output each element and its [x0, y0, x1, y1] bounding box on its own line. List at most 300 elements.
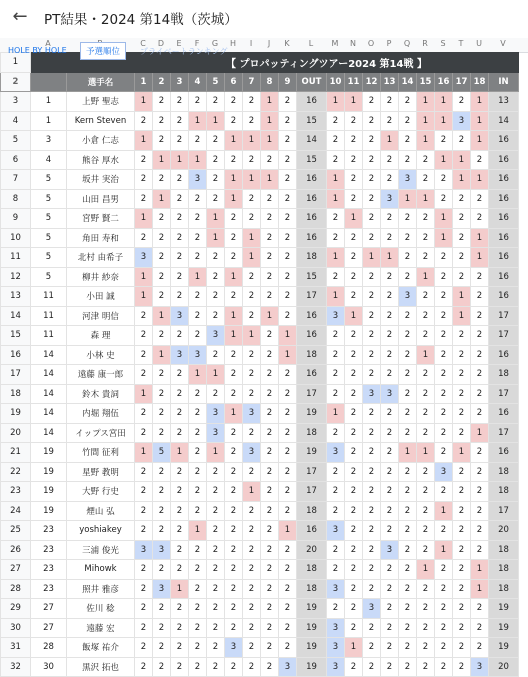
hole-score-cell[interactable]: 2 [225, 599, 243, 619]
out-total-cell[interactable]: 16 [297, 170, 327, 190]
hole-score-cell[interactable]: 2 [279, 638, 297, 658]
player-name-cell[interactable]: 大野 行史 [67, 482, 135, 502]
hole-score-cell[interactable]: 2 [207, 189, 225, 209]
hole-score-cell[interactable]: 2 [327, 345, 345, 365]
hole-score-cell[interactable]: 2 [327, 131, 345, 151]
hole-score-cell[interactable]: 1 [171, 150, 189, 170]
hole-score-cell[interactable]: 2 [261, 599, 279, 619]
hole-score-cell[interactable]: 1 [261, 306, 279, 326]
hole-score-cell[interactable]: 2 [189, 599, 207, 619]
hole-score-cell[interactable]: 2 [381, 443, 399, 463]
player-name-cell[interactable]: 森 理 [67, 326, 135, 346]
hole-score-cell[interactable]: 2 [189, 92, 207, 112]
hole-score-cell[interactable]: 2 [171, 540, 189, 560]
column-letter[interactable]: N [350, 39, 356, 48]
column-header[interactable]: IN [489, 72, 519, 92]
hole-score-cell[interactable]: 2 [171, 189, 189, 209]
hole-score-cell[interactable]: 2 [189, 579, 207, 599]
hole-score-cell[interactable]: 2 [279, 189, 297, 209]
hole-score-cell[interactable]: 2 [417, 618, 435, 638]
hole-score-cell[interactable]: 3 [171, 345, 189, 365]
hole-score-cell[interactable]: 2 [171, 131, 189, 151]
hole-score-cell[interactable]: 3 [135, 540, 153, 560]
column-header[interactable]: 5 [207, 72, 225, 92]
hole-score-cell[interactable]: 2 [381, 599, 399, 619]
hole-score-cell[interactable]: 2 [381, 482, 399, 502]
rank-cell[interactable]: 14 [31, 384, 67, 404]
hole-score-cell[interactable]: 2 [435, 345, 453, 365]
hole-score-cell[interactable]: 2 [279, 384, 297, 404]
hole-score-cell[interactable]: 2 [471, 267, 489, 287]
hole-score-cell[interactable]: 2 [345, 170, 363, 190]
column-letter[interactable]: O [367, 39, 375, 48]
hole-score-cell[interactable]: 1 [435, 501, 453, 521]
hole-score-cell[interactable]: 3 [207, 423, 225, 443]
hole-score-cell[interactable]: 2 [453, 326, 471, 346]
hole-score-cell[interactable]: 1 [189, 521, 207, 541]
hole-score-cell[interactable]: 2 [363, 287, 381, 307]
hole-score-cell[interactable]: 1 [363, 248, 381, 268]
out-total-cell[interactable]: 20 [297, 540, 327, 560]
hole-score-cell[interactable]: 2 [261, 618, 279, 638]
hole-score-cell[interactable]: 2 [399, 131, 417, 151]
tab-hole-by-hole[interactable]: HOLE BY HOLE [8, 46, 67, 55]
rank-cell[interactable]: 5 [31, 189, 67, 209]
hole-score-cell[interactable]: 2 [225, 501, 243, 521]
hole-score-cell[interactable]: 1 [225, 189, 243, 209]
hole-score-cell[interactable]: 2 [261, 228, 279, 248]
player-name-cell[interactable]: 佐川 稔 [67, 599, 135, 619]
hole-score-cell[interactable]: 2 [435, 306, 453, 326]
hole-score-cell[interactable]: 2 [135, 170, 153, 190]
hole-score-cell[interactable]: 2 [153, 170, 171, 190]
hole-score-cell[interactable]: 2 [327, 209, 345, 229]
hole-score-cell[interactable]: 2 [399, 599, 417, 619]
hole-score-cell[interactable]: 2 [435, 618, 453, 638]
rank-cell[interactable]: 19 [31, 501, 67, 521]
column-header[interactable]: 選手名 [67, 72, 135, 92]
hole-score-cell[interactable]: 2 [381, 345, 399, 365]
hole-score-cell[interactable]: 2 [345, 365, 363, 385]
hole-score-cell[interactable]: 1 [381, 248, 399, 268]
hole-score-cell[interactable]: 2 [363, 540, 381, 560]
hole-score-cell[interactable]: 1 [417, 131, 435, 151]
out-total-cell[interactable]: 19 [297, 599, 327, 619]
hole-score-cell[interactable]: 2 [363, 443, 381, 463]
hole-score-cell[interactable]: 1 [453, 306, 471, 326]
rank-cell[interactable]: 19 [31, 443, 67, 463]
hole-score-cell[interactable]: 1 [261, 111, 279, 131]
hole-score-cell[interactable]: 1 [243, 326, 261, 346]
column-letter[interactable]: J [267, 39, 271, 48]
hole-score-cell[interactable]: 2 [471, 150, 489, 170]
hole-score-cell[interactable]: 2 [453, 248, 471, 268]
hole-score-cell[interactable]: 2 [243, 638, 261, 658]
hole-score-cell[interactable]: 2 [261, 209, 279, 229]
hole-score-cell[interactable]: 2 [243, 345, 261, 365]
hole-score-cell[interactable]: 1 [327, 189, 345, 209]
hole-score-cell[interactable]: 2 [279, 423, 297, 443]
hole-score-cell[interactable]: 3 [207, 404, 225, 424]
hole-score-cell[interactable]: 2 [171, 599, 189, 619]
hole-score-cell[interactable]: 2 [471, 326, 489, 346]
hole-score-cell[interactable]: 2 [327, 501, 345, 521]
hole-score-cell[interactable]: 1 [453, 170, 471, 190]
column-header[interactable]: 7 [243, 72, 261, 92]
player-name-cell[interactable]: 飯塚 祐介 [67, 638, 135, 658]
hole-score-cell[interactable]: 2 [381, 228, 399, 248]
player-name-cell[interactable]: 小倉 仁志 [67, 131, 135, 151]
hole-score-cell[interactable]: 1 [471, 248, 489, 268]
rank-cell[interactable]: 4 [31, 150, 67, 170]
hole-score-cell[interactable]: 2 [207, 170, 225, 190]
hole-score-cell[interactable]: 2 [381, 618, 399, 638]
hole-score-cell[interactable]: 2 [171, 560, 189, 580]
hole-score-cell[interactable]: 2 [345, 657, 363, 677]
rank-cell[interactable]: 19 [31, 482, 67, 502]
player-name-cell[interactable]: 北村 由希子 [67, 248, 135, 268]
hole-score-cell[interactable]: 1 [243, 131, 261, 151]
hole-score-cell[interactable]: 2 [345, 345, 363, 365]
player-name-cell[interactable]: 宮野 賢二 [67, 209, 135, 229]
column-letter[interactable]: U [476, 39, 482, 48]
hole-score-cell[interactable]: 2 [207, 150, 225, 170]
hole-score-cell[interactable]: 1 [435, 111, 453, 131]
hole-score-cell[interactable]: 2 [435, 189, 453, 209]
hole-score-cell[interactable]: 2 [261, 384, 279, 404]
hole-score-cell[interactable]: 1 [153, 150, 171, 170]
hole-score-cell[interactable]: 2 [327, 482, 345, 502]
player-name-cell[interactable]: 角田 寿和 [67, 228, 135, 248]
hole-score-cell[interactable]: 2 [261, 482, 279, 502]
hole-score-cell[interactable]: 2 [153, 209, 171, 229]
hole-score-cell[interactable]: 2 [279, 287, 297, 307]
out-total-cell[interactable]: 16 [297, 365, 327, 385]
hole-score-cell[interactable]: 1 [189, 150, 207, 170]
hole-score-cell[interactable]: 1 [171, 579, 189, 599]
hole-score-cell[interactable]: 2 [171, 248, 189, 268]
player-name-cell[interactable]: 上野 聖志 [67, 92, 135, 112]
hole-score-cell[interactable]: 2 [327, 599, 345, 619]
hole-score-cell[interactable]: 2 [435, 423, 453, 443]
hole-score-cell[interactable]: 1 [225, 267, 243, 287]
column-letter[interactable]: D [157, 39, 165, 48]
hole-score-cell[interactable]: 2 [279, 579, 297, 599]
hole-score-cell[interactable]: 1 [225, 404, 243, 424]
hole-score-cell[interactable]: 2 [399, 228, 417, 248]
hole-score-cell[interactable]: 2 [435, 287, 453, 307]
hole-score-cell[interactable]: 2 [225, 365, 243, 385]
hole-score-cell[interactable]: 2 [153, 423, 171, 443]
hole-score-cell[interactable]: 1 [345, 92, 363, 112]
hole-score-cell[interactable]: 3 [327, 521, 345, 541]
out-total-cell[interactable]: 19 [297, 443, 327, 463]
out-total-cell[interactable]: 16 [297, 209, 327, 229]
hole-score-cell[interactable]: 2 [417, 638, 435, 658]
hole-score-cell[interactable]: 2 [327, 423, 345, 443]
hole-score-cell[interactable]: 2 [243, 365, 261, 385]
column-letter[interactable]: S [440, 39, 446, 48]
hole-score-cell[interactable]: 2 [381, 267, 399, 287]
hole-score-cell[interactable]: 2 [363, 462, 381, 482]
hole-score-cell[interactable]: 2 [381, 170, 399, 190]
rank-cell[interactable]: 14 [31, 345, 67, 365]
hole-score-cell[interactable]: 2 [381, 462, 399, 482]
hole-score-cell[interactable]: 2 [345, 287, 363, 307]
hole-score-cell[interactable]: 2 [381, 287, 399, 307]
hole-score-cell[interactable]: 2 [189, 423, 207, 443]
hole-score-cell[interactable]: 3 [171, 306, 189, 326]
hole-score-cell[interactable]: 2 [471, 618, 489, 638]
hole-score-cell[interactable]: 2 [225, 384, 243, 404]
hole-score-cell[interactable]: 2 [435, 248, 453, 268]
hole-score-cell[interactable]: 1 [345, 306, 363, 326]
hole-score-cell[interactable]: 2 [435, 579, 453, 599]
in-total-cell[interactable]: 16 [489, 287, 519, 307]
hole-score-cell[interactable]: 1 [435, 150, 453, 170]
rank-cell[interactable]: 5 [31, 248, 67, 268]
hole-score-cell[interactable]: 2 [243, 306, 261, 326]
column-letter[interactable]: P [386, 39, 392, 48]
hole-score-cell[interactable]: 2 [189, 657, 207, 677]
hole-score-cell[interactable]: 2 [381, 423, 399, 443]
hole-score-cell[interactable]: 2 [207, 638, 225, 658]
hole-score-cell[interactable]: 2 [207, 248, 225, 268]
hole-score-cell[interactable]: 2 [417, 540, 435, 560]
hole-score-cell[interactable]: 2 [153, 365, 171, 385]
column-header[interactable]: 4 [189, 72, 207, 92]
hole-score-cell[interactable]: 2 [435, 384, 453, 404]
out-total-cell[interactable]: 15 [297, 111, 327, 131]
hole-score-cell[interactable]: 2 [345, 326, 363, 346]
hole-score-cell[interactable]: 2 [243, 462, 261, 482]
hole-score-cell[interactable]: 2 [171, 462, 189, 482]
column-header[interactable]: 1 [135, 72, 153, 92]
hole-score-cell[interactable]: 3 [363, 599, 381, 619]
hole-score-cell[interactable]: 1 [399, 443, 417, 463]
hole-score-cell[interactable]: 2 [327, 326, 345, 346]
hole-score-cell[interactable]: 2 [345, 599, 363, 619]
in-total-cell[interactable]: 19 [489, 618, 519, 638]
hole-score-cell[interactable]: 3 [207, 326, 225, 346]
column-letter[interactable]: C [140, 39, 146, 48]
out-total-cell[interactable]: 18 [297, 501, 327, 521]
hole-score-cell[interactable]: 2 [435, 443, 453, 463]
hole-score-cell[interactable]: 2 [279, 150, 297, 170]
hole-score-cell[interactable]: 2 [153, 501, 171, 521]
hole-score-cell[interactable]: 2 [453, 209, 471, 229]
in-total-cell[interactable]: 16 [489, 443, 519, 463]
hole-score-cell[interactable]: 2 [363, 228, 381, 248]
hole-score-cell[interactable]: 2 [417, 365, 435, 385]
hole-score-cell[interactable]: 1 [279, 345, 297, 365]
hole-score-cell[interactable]: 2 [243, 423, 261, 443]
hole-score-cell[interactable]: 2 [153, 384, 171, 404]
column-letter[interactable]: T [458, 39, 464, 48]
hole-score-cell[interactable]: 2 [399, 501, 417, 521]
hole-score-cell[interactable]: 2 [453, 560, 471, 580]
hole-score-cell[interactable]: 2 [327, 365, 345, 385]
hole-score-cell[interactable]: 2 [363, 267, 381, 287]
hole-score-cell[interactable]: 2 [363, 579, 381, 599]
hole-score-cell[interactable]: 2 [417, 599, 435, 619]
hole-score-cell[interactable]: 2 [261, 287, 279, 307]
hole-score-cell[interactable]: 2 [381, 579, 399, 599]
back-arrow-icon[interactable]: ← [12, 6, 28, 27]
hole-score-cell[interactable]: 2 [435, 482, 453, 502]
hole-score-cell[interactable]: 2 [381, 404, 399, 424]
hole-score-cell[interactable]: 2 [399, 638, 417, 658]
hole-score-cell[interactable]: 1 [225, 131, 243, 151]
hole-score-cell[interactable]: 1 [327, 404, 345, 424]
hole-score-cell[interactable]: 2 [261, 423, 279, 443]
rank-cell[interactable]: 14 [31, 423, 67, 443]
out-total-cell[interactable]: 16 [297, 228, 327, 248]
hole-score-cell[interactable]: 2 [225, 462, 243, 482]
column-header[interactable]: 12 [363, 72, 381, 92]
hole-score-cell[interactable]: 2 [381, 365, 399, 385]
hole-score-cell[interactable]: 2 [243, 521, 261, 541]
hole-score-cell[interactable]: 2 [171, 482, 189, 502]
hole-score-cell[interactable]: 2 [171, 209, 189, 229]
hole-score-cell[interactable]: 2 [135, 150, 153, 170]
hole-score-cell[interactable]: 2 [363, 404, 381, 424]
tab-qualifying-rank[interactable]: 予選順位 [80, 42, 126, 60]
hole-score-cell[interactable]: 2 [345, 150, 363, 170]
hole-score-cell[interactable]: 2 [399, 384, 417, 404]
hole-score-cell[interactable]: 2 [279, 131, 297, 151]
in-total-cell[interactable]: 17 [489, 501, 519, 521]
hole-score-cell[interactable]: 2 [261, 404, 279, 424]
hole-score-cell[interactable]: 1 [417, 345, 435, 365]
hole-score-cell[interactable]: 2 [153, 92, 171, 112]
hole-score-cell[interactable]: 2 [261, 657, 279, 677]
hole-score-cell[interactable]: 2 [243, 579, 261, 599]
hole-score-cell[interactable]: 2 [453, 423, 471, 443]
hole-score-cell[interactable]: 2 [417, 287, 435, 307]
hole-score-cell[interactable]: 2 [345, 462, 363, 482]
hole-score-cell[interactable]: 2 [417, 209, 435, 229]
hole-score-cell[interactable]: 2 [207, 657, 225, 677]
out-total-cell[interactable]: 16 [297, 521, 327, 541]
hole-score-cell[interactable]: 2 [135, 501, 153, 521]
hole-score-cell[interactable]: 2 [171, 423, 189, 443]
hole-score-cell[interactable]: 1 [417, 560, 435, 580]
hole-score-cell[interactable]: 2 [399, 306, 417, 326]
column-letter[interactable]: F [194, 39, 200, 48]
hole-score-cell[interactable]: 2 [135, 306, 153, 326]
hole-score-cell[interactable]: 2 [171, 618, 189, 638]
hole-score-cell[interactable]: 2 [417, 228, 435, 248]
hole-score-cell[interactable]: 2 [453, 657, 471, 677]
hole-score-cell[interactable]: 2 [435, 267, 453, 287]
hole-score-cell[interactable]: 1 [261, 92, 279, 112]
hole-score-cell[interactable]: 2 [363, 482, 381, 502]
hole-score-cell[interactable]: 1 [279, 326, 297, 346]
hole-score-cell[interactable]: 2 [189, 209, 207, 229]
hole-score-cell[interactable]: 2 [189, 326, 207, 346]
hole-score-cell[interactable]: 3 [279, 657, 297, 677]
column-letter[interactable]: I [249, 39, 253, 48]
hole-score-cell[interactable]: 2 [135, 326, 153, 346]
hole-score-cell[interactable]: 2 [207, 599, 225, 619]
hole-score-cell[interactable]: 2 [135, 345, 153, 365]
hole-score-cell[interactable]: 2 [171, 170, 189, 190]
hole-score-cell[interactable]: 2 [453, 404, 471, 424]
hole-score-cell[interactable]: 2 [363, 618, 381, 638]
player-name-cell[interactable]: 竹間 征利 [67, 443, 135, 463]
hole-score-cell[interactable]: 2 [471, 189, 489, 209]
in-total-cell[interactable]: 16 [489, 189, 519, 209]
hole-score-cell[interactable]: 2 [345, 443, 363, 463]
hole-score-cell[interactable]: 2 [207, 131, 225, 151]
in-total-cell[interactable]: 19 [489, 638, 519, 658]
hole-score-cell[interactable]: 2 [261, 579, 279, 599]
hole-score-cell[interactable]: 1 [135, 92, 153, 112]
column-letter[interactable]: V [500, 39, 506, 48]
hole-score-cell[interactable]: 2 [171, 92, 189, 112]
hole-score-cell[interactable]: 2 [453, 345, 471, 365]
hole-score-cell[interactable]: 2 [279, 228, 297, 248]
hole-score-cell[interactable]: 2 [171, 404, 189, 424]
in-total-cell[interactable]: 16 [489, 228, 519, 248]
hole-score-cell[interactable]: 2 [225, 443, 243, 463]
hole-score-cell[interactable]: 3 [381, 189, 399, 209]
hole-score-cell[interactable]: 2 [261, 150, 279, 170]
player-name-cell[interactable]: 黒沢 拓也 [67, 657, 135, 677]
hole-score-cell[interactable]: 3 [243, 443, 261, 463]
hole-score-cell[interactable]: 2 [261, 638, 279, 658]
hole-score-cell[interactable]: 2 [279, 209, 297, 229]
in-total-cell[interactable]: 18 [489, 560, 519, 580]
hole-score-cell[interactable]: 2 [189, 618, 207, 638]
hole-score-cell[interactable]: 2 [399, 560, 417, 580]
hole-score-cell[interactable]: 2 [435, 170, 453, 190]
hole-score-cell[interactable]: 2 [189, 189, 207, 209]
hole-score-cell[interactable]: 2 [279, 560, 297, 580]
hole-score-cell[interactable]: 2 [345, 228, 363, 248]
hole-score-cell[interactable]: 1 [135, 287, 153, 307]
hole-score-cell[interactable]: 2 [399, 150, 417, 170]
hole-score-cell[interactable]: 1 [471, 170, 489, 190]
rank-cell[interactable]: 23 [31, 540, 67, 560]
hole-score-cell[interactable]: 1 [207, 111, 225, 131]
hole-score-cell[interactable]: 2 [207, 384, 225, 404]
out-total-cell[interactable]: 19 [297, 618, 327, 638]
hole-score-cell[interactable]: 2 [279, 482, 297, 502]
hole-score-cell[interactable]: 2 [399, 618, 417, 638]
hole-score-cell[interactable]: 2 [417, 384, 435, 404]
hole-score-cell[interactable]: 1 [135, 384, 153, 404]
hole-score-cell[interactable]: 2 [327, 267, 345, 287]
hole-score-cell[interactable]: 2 [135, 599, 153, 619]
hole-score-cell[interactable]: 2 [135, 482, 153, 502]
hole-score-cell[interactable]: 2 [225, 540, 243, 560]
hole-score-cell[interactable]: 1 [207, 228, 225, 248]
hole-score-cell[interactable]: 1 [135, 209, 153, 229]
hole-score-cell[interactable]: 2 [327, 560, 345, 580]
hole-score-cell[interactable]: 2 [261, 345, 279, 365]
hole-score-cell[interactable]: 3 [471, 657, 489, 677]
hole-score-cell[interactable]: 1 [345, 209, 363, 229]
hole-score-cell[interactable]: 2 [135, 365, 153, 385]
player-name-cell[interactable]: イップス宮田 [67, 423, 135, 443]
hole-score-cell[interactable]: 2 [171, 267, 189, 287]
rank-cell[interactable]: 5 [31, 209, 67, 229]
hole-score-cell[interactable]: 1 [327, 170, 345, 190]
column-header[interactable]: 16 [435, 72, 453, 92]
hole-score-cell[interactable]: 2 [327, 111, 345, 131]
